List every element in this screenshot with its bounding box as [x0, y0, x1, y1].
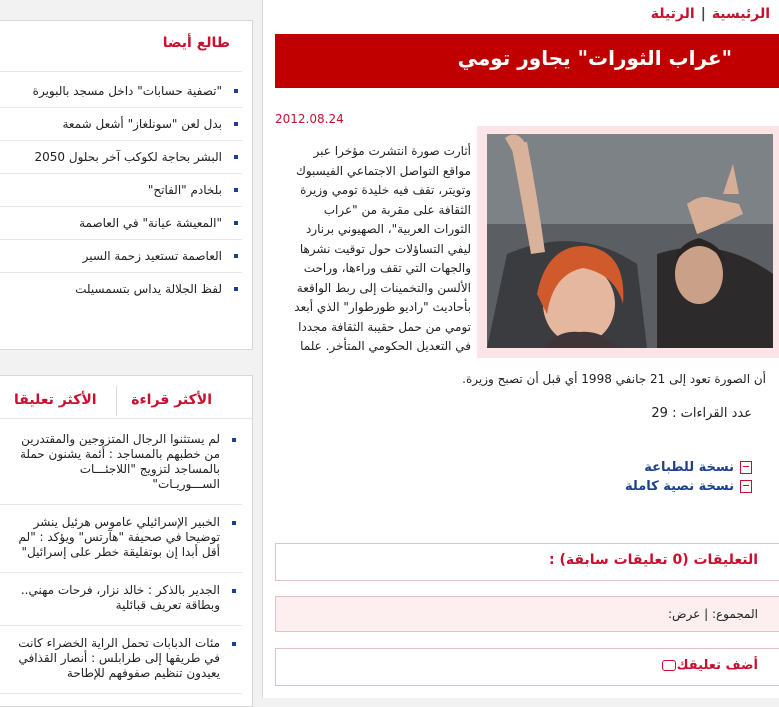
bullet-icon: [234, 188, 238, 192]
comments-title: التعليقات (0 تعليقات سابقة) :: [549, 552, 758, 568]
list-item[interactable]: البشر بحاجة لكوكب آخر بحلول 2050: [0, 141, 242, 174]
article-body-tail: أن الصورة تعود إلى 21 جانفي 1998 أي قبل أن تصبح وزيرة.: [462, 372, 766, 386]
breadcrumb: [651, 6, 770, 22]
most-read-box: [0, 375, 253, 707]
comments-totals: [275, 596, 779, 632]
article-photo: [487, 134, 773, 348]
tab-bar: [0, 376, 252, 419]
bullet-icon: [234, 254, 238, 258]
bullet-icon: [234, 89, 238, 93]
list-item[interactable]: الخبير الإسرائيلي عاموس هرئيل ينشر توضيحا في صحيفة "هآرتس" ويؤكد : "لم أقل أبدا إن بوتفليقة خطر على إسرائيل": [0, 505, 242, 573]
breadcrumb-home[interactable]: الرئيسية: [711, 6, 770, 22]
divider: [0, 71, 242, 72]
list-item[interactable]: "تصفية حسابات" داخل مسجد بالبويرة: [0, 75, 242, 108]
list-item[interactable]: لم يستثنوا الرجال المتزوجين والمقتدرين من خطبهم بالمساجد : أئمة يشنون حملة بالمساجد لتزويج "اللاجئـــات الســـوريـات": [0, 422, 242, 505]
bullet-icon: [232, 589, 236, 593]
bullet-icon: [234, 287, 238, 291]
article-body: أثارت صورة انتشرت مؤخرا عبر مواقع التواصل الاجتماعي الفيسبوك وتويتر، تقف فيه خليدة تومي وزيرة الثقافة على مقربة من "عراب الثورات العربية"، الصهيوني برنارد ليفي التساؤلات حول توقيت نشرها والجهات التي تقف وراءها، وراحت الألسن والتخمينات إلى ربط الواقعة بأحاديث "راديو طورطوار" الذي أبعد تومي من حمل حقيبة الثقافة مجددا في التعديل الحكومي المتأخر. علما: [294, 144, 471, 353]
tab-most-read[interactable]: الأكثر قراءة: [131, 392, 212, 408]
tab-most-commented[interactable]: الأكثر تعليقا: [14, 392, 97, 408]
add-comment-label[interactable]: أضف تعليقك: [676, 658, 758, 673]
bullet-icon: [232, 642, 236, 646]
list-item[interactable]: مئات الدبابات تحمل الراية الخضراء كانت في طريقها إلى طرابلس : أنصار القذافي يعيدون تنظيم صفوفهم للإطاحة: [0, 626, 242, 694]
also-read-box: [0, 20, 253, 350]
also-read-title: طالع أيضا: [162, 35, 230, 51]
bullet-icon: [234, 122, 238, 126]
bullet-icon: [232, 521, 236, 525]
bullet-icon: [234, 221, 238, 225]
photo-illustration: [487, 134, 773, 348]
list-item[interactable]: الجدير بالذكر : خالد نزار، فرحات مهني.. وبطاقة تعريف قبائلية: [0, 573, 242, 626]
document-icon: [740, 480, 752, 493]
list-item[interactable]: لفظ الجلالة يداس بتسمسيلت: [0, 273, 242, 305]
title-bar: [275, 34, 779, 88]
breadcrumb-section[interactable]: الرتيلة: [650, 6, 695, 22]
tab-divider: [116, 386, 117, 416]
add-comment-bar[interactable]: [275, 648, 779, 686]
read-count: عدد القراءات : 29: [651, 406, 752, 421]
breadcrumb-separator: |: [700, 6, 706, 22]
most-read-list: [0, 422, 252, 694]
article-main: [262, 0, 779, 698]
full-text-link[interactable]: نسخة نصية كاملة: [625, 479, 752, 494]
bullet-icon: [234, 155, 238, 159]
list-item[interactable]: بلخادم "الفاتح": [0, 174, 242, 207]
article-date: 2012.08.24: [275, 112, 344, 126]
also-read-list: [0, 75, 252, 305]
comments-header: [275, 543, 779, 581]
totals-label: المجموع: | عرض:: [667, 607, 758, 621]
list-item[interactable]: العاصمة تستعيد زحمة السير: [0, 240, 242, 273]
page-title: "عراب الثورات" يجاور تومي: [457, 46, 732, 70]
bullet-icon: [232, 438, 236, 442]
article-links: [625, 460, 752, 498]
sidebar: [0, 0, 262, 698]
print-link[interactable]: نسخة للطباعة: [625, 460, 752, 475]
list-item[interactable]: بدل لعن "سونلغاز" أشعل شمعة: [0, 108, 242, 141]
list-item[interactable]: "المعيشة عيانة" في العاصمة: [0, 207, 242, 240]
photo-frame: [477, 126, 779, 358]
comment-bubble-icon: [662, 660, 676, 671]
printer-icon: [740, 461, 752, 474]
